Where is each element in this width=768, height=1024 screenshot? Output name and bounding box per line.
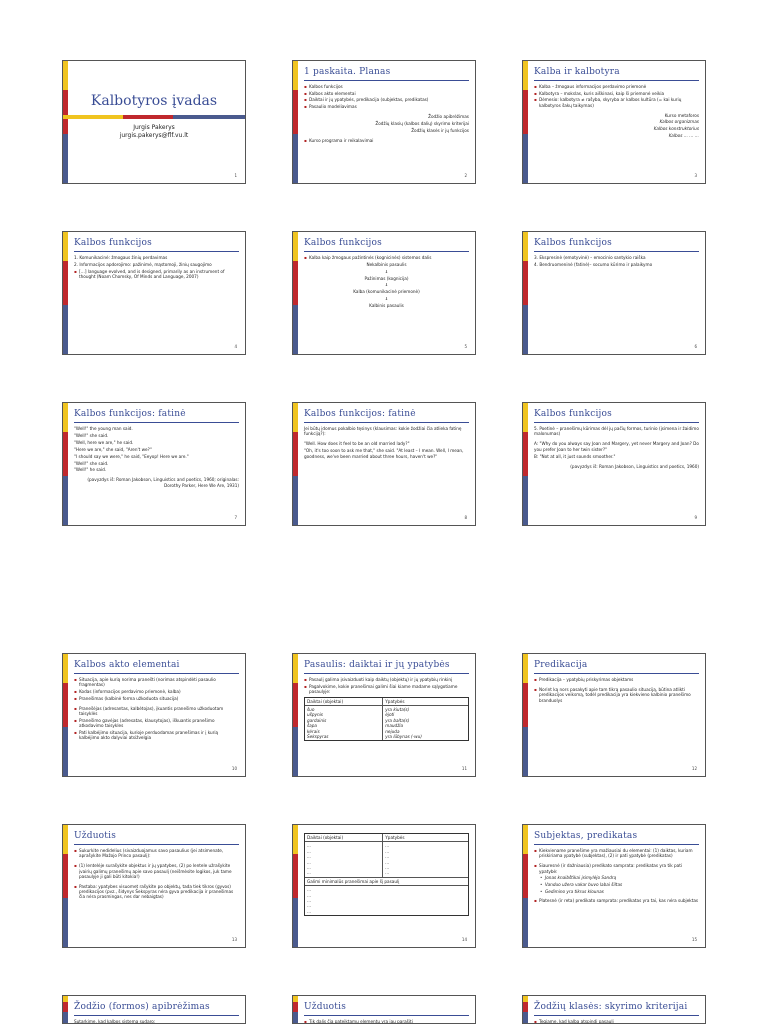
bullet-item: ▪ Tik dalis čia pateiktamų elementų yra jau parašiti	[304, 1019, 469, 1024]
title-rule	[74, 1015, 239, 1016]
accent-bar-red	[63, 854, 68, 898]
paragraph: "I should say we were," he said, "Eeyop! Here we are."	[74, 453, 189, 459]
bullet-list	[534, 84, 699, 139]
slide-body	[304, 1019, 469, 1024]
accent-bar-blue	[293, 476, 298, 525]
accent-bar-red	[63, 261, 68, 305]
table-lines-row	[305, 886, 468, 915]
table-header-cell: Ypatybės	[385, 835, 405, 840]
slide-title: Kalbos funkcijos	[534, 238, 612, 248]
paragraph: 2. Informacijos apdorojimo: pažinimė, mąstomoji, žinių saugojimo	[74, 261, 212, 267]
slide-title: Kalbos funkcijos	[74, 238, 152, 248]
slide-title: Kalbotyros įvadas	[90, 93, 218, 109]
table-footer-row	[305, 878, 468, 886]
slide-number: 8	[464, 515, 467, 520]
bullet-item: ▪ […] language evolved, and is designed, primarily as an instrument of thought (Noam Chomsky, Of Minds and Language, 2007)	[74, 269, 239, 280]
paragraph: "Well!" she said.	[74, 460, 109, 466]
accent-bar-yellow	[293, 403, 298, 432]
table-header-cell: Ypatybės	[385, 698, 405, 704]
table-cell-value: yra kiuta(s)	[385, 706, 410, 712]
slide-body	[74, 255, 239, 281]
accent-bar-blue	[63, 727, 68, 776]
table-cell-value: Šekspyras	[307, 733, 329, 739]
bullet-item: ▪ Predikacija – ypatybių priskyrimas objektams	[534, 677, 699, 682]
slide[interactable]	[62, 60, 246, 184]
table-cell-value: ...	[385, 859, 390, 865]
table-cell	[383, 706, 468, 740]
author-block	[63, 124, 245, 140]
title-rule	[304, 80, 469, 81]
slide[interactable]	[62, 824, 246, 948]
title-stripe	[173, 115, 245, 119]
slide[interactable]	[292, 824, 476, 948]
diagram-line: Kalbinis pasaulis	[369, 303, 404, 309]
right-aligned-line: Kalbos organizmas	[659, 119, 699, 125]
paragraph: "Oh, it's too soon to ask me that," she said. "At least – I mean. Well, I mean, goodness, we've been married about three hours, haven't we?"	[304, 448, 464, 459]
table-cell-value: gardainis	[307, 717, 327, 723]
paragraph: 5. Poetinė – pranešimų kūrimas dėl jų pačių formos, turinio (įsimena ir žaidimo malonumas)	[534, 426, 699, 437]
accent-bar-red	[293, 90, 298, 134]
table-cell-value: yra balta(s)	[385, 717, 410, 723]
title-stripe	[63, 115, 123, 119]
accent-bar-red	[293, 854, 298, 898]
bullet-item: ▪ Kalba – žmogaus informacijos perdavimo priemonė	[534, 84, 699, 89]
accent-bar-red	[523, 683, 528, 727]
right-aligned-line: Žodžių klasių (kalbos dalių) skyrimo kriterijai	[375, 120, 469, 126]
table-body-row	[305, 706, 468, 740]
bullet-item: ▪ (1) lentelėje surašykite objektus ir jų ypatybes, (2) po lentele užrašykite įvairių galimų pranešimų apie savo pasaulį (neišmėsite logikos, juk tame pasaulyje ji gali būti kitokia!)	[74, 863, 239, 879]
accent-bar-red	[293, 432, 298, 476]
accent-bar-yellow	[293, 825, 298, 854]
accent-bar-blue	[523, 476, 528, 525]
bullet-item: ▪ Pati kalbėjimo situacija, kurioje perduodamas pranešimas ir į kurią kalbėjimo akto dalyviai atsižvelgia	[74, 730, 239, 741]
accent-bar-yellow	[523, 61, 528, 90]
slide[interactable]	[522, 60, 706, 184]
diagram-line: ⇓	[384, 268, 389, 274]
table-lines	[305, 886, 313, 915]
accent-bar-red	[523, 261, 528, 305]
accent-bar-blue	[293, 727, 298, 776]
table-cell-value: šuo	[307, 706, 315, 712]
slide-number: 2	[464, 173, 467, 178]
table-cell-value: ...	[385, 854, 390, 860]
table-cell-value: ...	[307, 859, 311, 865]
bullet-item: ▪ Sukurkite nedidelius (sivaizduojamus savo pasaulius (jei atsimenate, aprašykite Mažojo Princo pasaulį):	[74, 848, 239, 859]
accent-bar-yellow	[523, 232, 528, 261]
table-cell-value: ...	[385, 848, 390, 854]
title-rule	[534, 673, 699, 674]
bullet-item: ▪ Kiekviename pranešime yra mažiausiai du elementai: (1) daiktas, kuriam priskiriama ypatybė (subjektas), (2) ir pati ypatybė (predikatas)	[534, 848, 699, 859]
slide-number: 1	[234, 173, 237, 178]
bullet-list	[74, 1019, 239, 1024]
table-cell-value: ...	[307, 843, 311, 849]
title-rule	[534, 422, 699, 423]
bullet-item: ▪ Daiktai ir jų ypatybės, predikacija (subjektas, predikatas)	[304, 97, 469, 102]
table-line: ...	[307, 887, 311, 893]
slide-body	[304, 84, 469, 144]
paragraph: "Well. How does it feel to be an old married lady?"	[304, 441, 410, 447]
slide-body	[534, 677, 699, 704]
diagram-line: Nekalbinis pasaulis	[366, 261, 407, 267]
bullet-list	[74, 677, 239, 741]
slide-number: 6	[694, 344, 697, 349]
slide-title: Žodžių klasės: skyrimo kriterijai	[534, 1002, 688, 1012]
accent-bar-blue	[63, 898, 68, 947]
slide[interactable]	[292, 402, 476, 526]
table-cell-value: ...	[307, 848, 311, 854]
slide-title: Užduotis	[74, 831, 117, 841]
title-rule	[304, 673, 469, 674]
title-rule	[304, 422, 469, 423]
author-line: jurgis.pakerys@flf.vu.lt	[119, 132, 189, 139]
bullet-list	[304, 84, 469, 143]
right-aligned-line: Kalbos … … …	[668, 133, 699, 139]
table-cell-value: kėrais	[307, 728, 320, 734]
slide-number: 9	[694, 515, 697, 520]
bullet-item: ▪ Kalbos akto elementai	[304, 91, 469, 96]
bullet-list	[534, 1019, 699, 1024]
slide-title: Kalbos funkcijos	[534, 409, 612, 419]
slide-number: 11	[461, 766, 467, 771]
author-line: Jurgis Pakerys	[133, 124, 175, 131]
slide-body	[74, 848, 239, 901]
slide-title: Užduotis	[304, 1002, 347, 1012]
slide-title: Kalbos funkcijos: fatinė	[74, 409, 186, 419]
slide-body	[304, 426, 469, 461]
bullet-item: ▪ Platesnė (ir reta) predikato samprata: predikatas yra tai, kas nėra subjektas	[534, 898, 699, 903]
table-cell	[383, 842, 468, 876]
slide[interactable]	[522, 231, 706, 355]
accent-bar-blue	[523, 134, 528, 183]
bullet-list	[534, 848, 699, 904]
slide-body	[74, 677, 239, 742]
slide[interactable]	[292, 995, 476, 1024]
slide-body	[304, 255, 469, 310]
paragraph: 4. Bendruomeninė (fatinė)– socumo kūrimo ir palaikymo	[534, 261, 653, 267]
slide-body	[534, 1019, 699, 1024]
paragraph: A: "Why do you always say Joan and Margery, yet never Margery and Joan? Do you prefer Joan to her twin sister?"	[534, 441, 699, 452]
accent-bar-blue	[293, 898, 298, 947]
slide[interactable]	[522, 995, 706, 1024]
bullet-list	[304, 677, 469, 695]
slide-number: 13	[231, 937, 237, 942]
bullet-item: ▪ Norint ką nors pasakyti apie tam tikrą pasaulio situaciją, būtina atlikti predikacijos veiksmą, todėl predikacija yra kiekvieno kalbinio pranešimo branduolys	[534, 687, 699, 703]
paragraph: "Here we are," she said, "Aren't we?"	[74, 446, 152, 452]
right-aligned-line: Žodžio apibrėžimas	[428, 113, 469, 119]
slide-title: Predikacija	[534, 660, 588, 670]
table-line: ...	[307, 908, 311, 914]
bullet-item: ▪ Pasaulio modeliavimas	[304, 104, 469, 109]
paragraph: "Well, here we are," he said.	[74, 439, 134, 445]
table-cell-value: ...	[385, 865, 390, 871]
diagram-line: ⇓	[384, 282, 389, 288]
slide-number: 7	[234, 515, 237, 520]
slide-number: 5	[464, 344, 467, 349]
slide-body	[534, 848, 699, 905]
sub-bullet-item: • Jonas knaibštikai įsimylėjo Sandrą	[540, 875, 699, 880]
paragraph: Jei būtų įdomus pokalbio tęsinys (klausimas: kokie žodžiai čia atlieka fatinę funkciją?):	[304, 426, 462, 437]
accent-bar-blue	[523, 1012, 528, 1023]
paragraph: 1. Komunikacinė: žmogaus žinių perdavimas	[74, 255, 168, 260]
bullet-item: ▪ Situacija, apie kurią norima pranešti (norimas atspindėti pasaulio fragmentas)	[74, 677, 239, 688]
paragraph: B: "Not at all, it just sounds smoother."	[534, 453, 616, 459]
bullet-item: ▪ Kalbos funkcijos	[304, 84, 469, 89]
title-rule	[74, 251, 239, 252]
table-cell-value: ...	[307, 854, 311, 860]
diagram-line: Kalba (komunikacinė priemonė)	[353, 289, 420, 295]
title-rule	[74, 422, 239, 423]
accent-bar-red	[523, 90, 528, 134]
slide-number: 12	[691, 766, 697, 771]
diagram-line: ⇓	[384, 296, 389, 302]
bullet-list	[74, 848, 239, 900]
right-aligned-line: Kurso metaforos	[664, 112, 699, 118]
slide-number: 4	[234, 344, 237, 349]
table-cell	[305, 842, 383, 876]
paragraph: "Well!" the young man said.	[74, 426, 133, 431]
accent-bar-yellow	[63, 403, 68, 432]
bullet-list	[74, 426, 239, 488]
accent-bar-yellow	[523, 403, 528, 432]
table-header-cell: Daiktai (objektai)	[305, 698, 383, 705]
slide-title: Kalbos funkcijos: fatinė	[304, 409, 416, 419]
accent-bar-yellow	[63, 232, 68, 261]
bullet-list	[534, 426, 699, 469]
accent-bar-blue	[63, 1012, 68, 1023]
sub-bullet-item: • Vanduo užera vakar buvo labai šiltas	[540, 882, 699, 887]
slide-title: Žodžio (formos) apibrėžimas	[74, 1002, 210, 1012]
slide[interactable]	[522, 653, 706, 777]
table-line: ...	[307, 898, 311, 904]
accent-bar-yellow	[293, 232, 298, 261]
bullet-item: ▪ Kalba kaip žmogaus pažintinės (kognicinės) sistemos dalis	[304, 255, 469, 260]
accent-bar-yellow	[63, 654, 68, 683]
slide[interactable]	[62, 231, 246, 355]
accent-bar-yellow	[293, 654, 298, 683]
sub-bullet-item: • Gedimino yra tikrus klounas	[540, 889, 699, 894]
title-rule	[74, 673, 239, 674]
slide-body	[74, 1019, 239, 1024]
slide-body	[534, 426, 699, 470]
table-cell-value: šapa	[307, 723, 317, 729]
table-cell-value: neįuda	[385, 728, 400, 734]
table-cell-value: maudžia	[385, 723, 404, 729]
accent-bar-yellow	[63, 61, 68, 90]
table-header-row	[305, 698, 468, 706]
citation: (pavyzdys iš: Roman Jakobson, Linguistics and poetics, 1960)	[570, 463, 699, 469]
paragraph: 3. Ekspresinė (emotyvinė) – emocinio santykio raiška	[534, 255, 646, 260]
bullet-item: ▪ Pastaba: ypatybes visuomet rašykite po objektų, tada tiek tikros (gyvos) predikacijos (pvz., šidynys Šekspyras nėra gyva predikacija ir pranešimas čia nėra prasmingas, nes dar nebaigtas)	[74, 884, 239, 900]
slide-number: 15	[691, 937, 697, 942]
accent-bar-red	[63, 683, 68, 727]
table-line: ...	[307, 903, 311, 909]
accent-bar-red	[523, 1002, 528, 1012]
right-aligned-line: Kalbos konstruktorius	[653, 126, 699, 132]
table-cell-value: ...	[307, 870, 311, 876]
slide[interactable]	[292, 231, 476, 355]
title-rule	[74, 844, 239, 845]
slide-title: 1 paskaita. Planas	[304, 67, 391, 77]
bullet-item: ▪ Siauresnė (ir dažniausia) predikato samprata: predikatas yra tik pati ypatybė:	[534, 863, 699, 874]
right-aligned-line: Žodžių klasės ir jų funkcijos	[411, 127, 469, 133]
bullet-item: ▪ Tegiame, kad kalba atspindi pasaulį	[534, 1019, 699, 1024]
bullet-item: ▪ Kurso programa ir reikalavimai	[304, 138, 469, 143]
citation: (pavyzdys iš: Roman Jakobson, Linguistics and poetics, 1960; originalas: Dorothy Parker, Here We Are, 1931)	[87, 477, 239, 488]
title-stripe	[123, 115, 173, 119]
slide-number: 10	[231, 766, 237, 771]
accent-bar-red	[63, 1002, 68, 1012]
bullet-item: ▪ Pasaulį galima įsivaizduoti kaip daiktų (objektų) ir jų ypatybių rinkinį	[304, 677, 469, 682]
slide[interactable]	[62, 653, 246, 777]
bullet-item: ▪ Pagalvokime, kokie pranešimai galimi šiai kiame madame sąlygotiame pasaulyje:	[304, 684, 469, 695]
bullet-list	[304, 426, 469, 459]
data-table	[304, 697, 469, 742]
bullet-item: ▪ Pranešimo gavėjas (adresatas, klausytojas), iškuantis pranešimo atkodavimo taisykles	[74, 718, 239, 729]
accent-bar-blue	[63, 305, 68, 354]
bullet-list	[304, 255, 469, 309]
table-cell-value: ...	[385, 870, 390, 876]
accent-bar-blue	[523, 727, 528, 776]
bullet-item: ▪ Pranešėjas (adresantas, kalbėtojas), įkuantis pranešimo užkoduotam taisyklės	[74, 706, 239, 717]
diagram-line: Pažinimas (kognicija)	[364, 275, 409, 281]
title-rule	[534, 1015, 699, 1016]
table-cell-value: yra lūbynas (-wu)	[385, 733, 422, 739]
accent-bar-blue	[63, 476, 68, 525]
accent-bar-red	[523, 432, 528, 476]
bullet-list	[304, 1019, 469, 1024]
accent-bar-blue	[523, 898, 528, 947]
slide-title: Kalba ir kalbotyra	[534, 67, 620, 77]
slide[interactable]	[292, 653, 476, 777]
slide-body	[534, 255, 699, 269]
paragraph: "Well!" he said.	[74, 467, 107, 473]
slide-body	[304, 677, 469, 741]
table-header-cell: Daiktai (objektai)	[305, 834, 383, 841]
accent-bar-red	[293, 261, 298, 305]
slide-number: 14	[461, 937, 467, 942]
bullet-list	[534, 677, 699, 703]
table-cell-value: ...	[385, 843, 390, 849]
accent-bar-red	[293, 683, 298, 727]
accent-bar-yellow	[293, 61, 298, 90]
slide-title: Kalbos funkcijos	[304, 238, 382, 248]
accent-bar-blue	[293, 305, 298, 354]
accent-bar-yellow	[63, 825, 68, 854]
slide-title: Subjektas, predikatas	[534, 831, 638, 841]
accent-bar-red	[63, 432, 68, 476]
table-footer-cell: Galimi minimalūs pranešimai apie šį pasaulį	[307, 878, 400, 884]
slide[interactable]	[62, 402, 246, 526]
table-header-row	[305, 834, 468, 842]
bullet-item: ▪ Pranešimas (kalbinė forma užkoduota situacija)	[74, 696, 239, 701]
table-cell-value: ušpynis	[307, 712, 323, 718]
accent-bar-blue	[293, 134, 298, 183]
title-rule	[534, 80, 699, 81]
table-cell-value: ėjoti	[385, 712, 395, 718]
paragraph: Sutarkime, kad kalbos sistemą sudaro:	[74, 1019, 156, 1024]
accent-bar-red	[523, 854, 528, 898]
bullet-list	[534, 255, 699, 267]
accent-bar-red	[293, 1002, 298, 1012]
accent-bar-yellow	[523, 825, 528, 854]
data-table	[304, 833, 469, 916]
slide[interactable]	[292, 60, 476, 184]
title-rule	[304, 251, 469, 252]
bullet-list	[74, 255, 239, 280]
paragraph: "Well!" she said.	[74, 432, 109, 438]
slide-body	[74, 426, 239, 490]
bullet-item: ▪ Kodas (informacijos perdavimo priemonė, kalba)	[74, 689, 239, 694]
slide-title: Kalbos akto elementai	[74, 660, 180, 670]
slide[interactable]	[522, 402, 706, 526]
accent-bar-yellow	[523, 654, 528, 683]
slide-body	[534, 84, 699, 140]
slide-number: 3	[694, 173, 697, 178]
slide-body	[304, 831, 469, 916]
table-cell-value: ...	[307, 865, 311, 871]
slide-title: Pasaulis: daiktai ir jų ypatybės	[304, 660, 450, 670]
title-rule	[534, 844, 699, 845]
title-rule	[304, 1015, 469, 1016]
table-line: ...	[307, 892, 311, 898]
table-body-row	[305, 842, 468, 877]
title-rule	[534, 251, 699, 252]
table-cell	[305, 706, 383, 740]
accent-bar-blue	[293, 1012, 298, 1023]
bullet-item: ▪ Kalbotyra – mokslas, kuris aiškinasi, kaip ši priemonė veikia	[534, 91, 699, 96]
accent-bar-blue	[523, 305, 528, 354]
bullet-item: ▪ Dėmesio: kalbotyra ≠ rašyba, skyryba ar kalbos kultūra (= kai kurių kalbotyros šakų taikymas)	[534, 97, 699, 108]
accent-bar-blue	[63, 134, 68, 183]
slide[interactable]	[62, 995, 246, 1024]
slide[interactable]	[522, 824, 706, 948]
